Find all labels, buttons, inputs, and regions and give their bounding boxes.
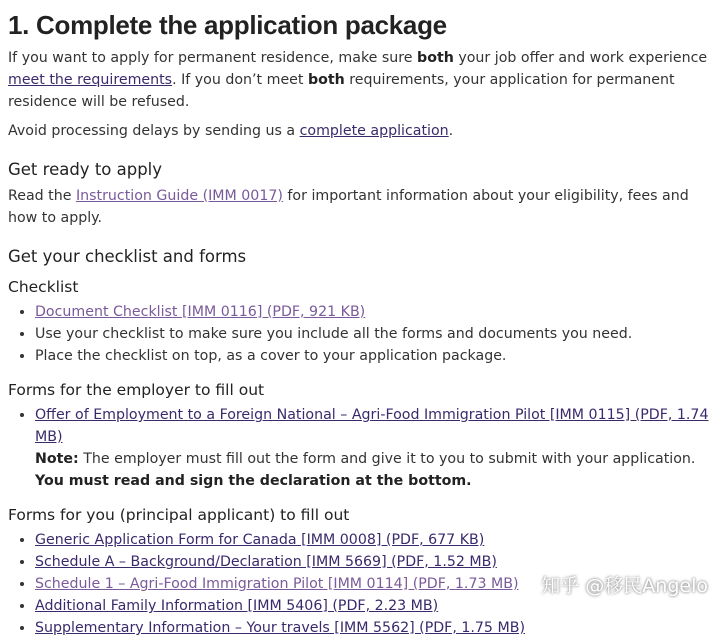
list-item <box>35 617 712 639</box>
supplementary-travels-link[interactable]: Supplementary Information – Your travels [IMM 5562] (PDF, 1.75 MB) <box>35 620 525 636</box>
list-item <box>35 301 712 323</box>
checklist-list <box>8 301 712 367</box>
list-item <box>35 595 712 617</box>
offer-of-employment-link[interactable]: Offer of Employment to a Foreign National – Agri-Food Immigration Pilot [IMM 0115] (PDF, 1.74 MB) <box>35 407 709 445</box>
intro-paragraph: If you want to apply for permanent residence, make sure both your job offer and work experience meet the requirements. If you don’t meet both requirements, your application for permanent residence will be refused. <box>8 50 708 110</box>
checklist-heading: Checklist <box>8 278 79 296</box>
instruction-guide-link[interactable]: Instruction Guide (IMM 0017) <box>75 188 283 204</box>
checklist-forms-heading: Get your checklist and forms <box>8 247 247 266</box>
note-label: Note: <box>35 451 79 467</box>
list-item <box>35 551 712 573</box>
list-item: • Use your checklist to make sure you include all the forms and documents you need. <box>35 323 712 345</box>
applicant-forms-heading: Forms for you (principal applicant) to fill out <box>8 506 350 524</box>
declaration-note: You must read and sign the declaration at the bottom. <box>35 473 472 489</box>
list-item: • Place the checklist on top, as a cover to your application package. <box>35 345 712 367</box>
generic-application-form-link[interactable]: Generic Application Form for Canada [IMM 0008] (PDF, 677 KB) <box>35 532 485 548</box>
employer-forms-list <box>8 404 712 492</box>
page-title: 1. Complete the application package <box>8 10 447 40</box>
meet-requirements-link[interactable]: meet the requirements <box>8 72 173 88</box>
additional-family-info-link[interactable]: Additional Family Information [IMM 5406] (PDF, 2.23 MB) <box>35 598 439 614</box>
watermark: 知乎 @移民Angelo <box>541 575 708 597</box>
complete-application-link[interactable]: complete application <box>299 123 449 139</box>
schedule-a-link[interactable]: Schedule A – Background/Declaration [IMM 5669] (PDF, 1.52 MB) <box>35 554 497 570</box>
list-item <box>35 404 712 492</box>
note-text: The employer must fill out the form and give it to you to submit with your application. <box>78 451 696 467</box>
get-ready-paragraph: Read the Instruction Guide (IMM 0017) for important information about your eligibility, fees and how to apply. <box>8 188 689 226</box>
list-item <box>35 529 712 551</box>
employer-forms-heading: Forms for the employer to fill out <box>8 381 265 399</box>
avoid-delays-paragraph: Avoid processing delays by sending us a complete application. <box>8 123 454 139</box>
get-ready-heading: Get ready to apply <box>8 160 163 179</box>
schedule-1-link[interactable]: Schedule 1 – Agri-Food Immigration Pilot [IMM 0114] (PDF, 1.73 MB) <box>35 576 519 592</box>
document-checklist-link[interactable]: Document Checklist [IMM 0116] (PDF, 921 KB) <box>35 304 366 320</box>
